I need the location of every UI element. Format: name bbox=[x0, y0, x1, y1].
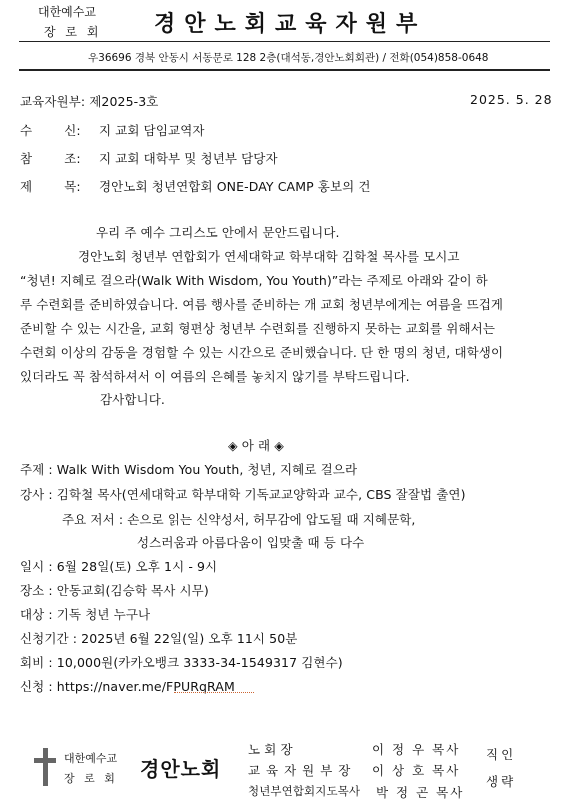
body-line-5: 수련회 이상의 감동을 경험할 수 있는 시간으로 준비했습니다. 단 한 명의 청년, 대학생이 bbox=[20, 345, 504, 360]
sig-title-1: 노 회 장 bbox=[248, 742, 293, 757]
footer-org-line2: 장 로 회 bbox=[64, 772, 118, 785]
doc-number: 교육자원부: 제2025-3호 bbox=[20, 94, 159, 109]
notice-works-line-2: 성스러움과 아름다움이 입맞출 때 등 다수 bbox=[137, 535, 365, 550]
header-divider-bottom bbox=[19, 69, 550, 71]
seal-text-1: 직인 bbox=[486, 747, 517, 762]
recipient-value: 지 교회 담임교역자 bbox=[99, 123, 205, 138]
notice-deadline: 신청기간 : 2025년 6월 22일(일) 오후 11시 50분 bbox=[20, 631, 298, 646]
notice-works-line-1: 주요 저서 : 손으로 읽는 신약성서, 허무감에 압도될 때 지혜문학, bbox=[62, 512, 416, 527]
org-label-line2: 장 로 회 bbox=[44, 25, 102, 39]
footer-org-line1: 대한예수교 bbox=[64, 752, 118, 765]
body-line-1: 경안노회 청년부 연합회가 연세대학교 학부대학 김학철 목사를 모시고 bbox=[78, 249, 460, 264]
greeting: 우리 주 예수 그리스도 안에서 문안드립니다. bbox=[96, 225, 340, 240]
page-title: 경안노회교육자원부 bbox=[154, 11, 427, 37]
body-line-2: “청년! 지혜로 걸으라(Walk With Wisdom, You Youth)”라는 주제로 아래와 같이 하 bbox=[20, 273, 488, 288]
subject-label: 제 목: bbox=[20, 179, 81, 194]
body-line-4: 준비할 수 있는 시간을, 교회 형편상 청년부 수련회를 진행하지 못하는 교회를 위해서는 bbox=[20, 321, 496, 336]
link-underline bbox=[174, 692, 254, 693]
thanks: 감사합니다. bbox=[100, 392, 165, 407]
sig-title-3: 청년부연합회지도목사 bbox=[248, 784, 361, 798]
sig-name-1: 이 정 우 목사 bbox=[372, 742, 461, 757]
notice-datetime: 일시 : 6월 28일(토) 오후 1시 - 9시 bbox=[20, 559, 218, 574]
notice-fee: 회비 : 10,000원(카카오뱅크 3333-34-1549317 김현수) bbox=[20, 655, 343, 670]
reference-label: 참 조: bbox=[20, 151, 81, 166]
footer-presbytery: 경안노회 bbox=[140, 757, 222, 781]
body-line-3: 루 수련회를 준비하였습니다. 여름 행사를 준비하는 개 교회 청년부에게는 여름을 뜨겁게 bbox=[20, 297, 504, 312]
doc-date: 2025. 5. 28 bbox=[470, 92, 553, 107]
header-divider-top bbox=[19, 41, 550, 42]
notice-theme: 주제 : Walk With Wisdom You Youth, 청년, 지혜로 걸으라 bbox=[20, 462, 358, 477]
sig-title-2: 교 육 자 원 부 장 bbox=[248, 763, 352, 778]
notice-apply: 신청 : https://naver.me/FPURqRAM bbox=[20, 679, 235, 694]
address-line: 우36696 경북 안동시 서동문로 128 2층(대석동,경안노회회관) / 전화(054)858-0648 bbox=[88, 52, 489, 64]
sig-name-2: 이 상 호 목사 bbox=[372, 763, 461, 778]
subject-value: 경안노회 청년연합회 ONE-DAY CAMP 홍보의 건 bbox=[99, 179, 371, 194]
reference-value: 지 교회 대학부 및 청년부 담당자 bbox=[99, 151, 278, 166]
org-label-line1: 대한예수교 bbox=[38, 5, 96, 19]
body-line-6: 있더라도 꼭 참석하셔서 이 여름의 은혜를 놓치지 않기를 부탁드립니다. bbox=[20, 369, 410, 384]
notice-target: 대상 : 기독 청년 누구나 bbox=[20, 607, 151, 622]
notice-heading: ◈ 아 래 ◈ bbox=[228, 438, 284, 453]
seal-text-2: 생략 bbox=[486, 774, 517, 789]
cross-icon bbox=[34, 748, 56, 786]
notice-speaker: 강사 : 김학철 목사(연세대학교 학부대학 기독교교양학과 교수, CBS 잘잘법 출연) bbox=[20, 487, 466, 502]
notice-place: 장소 : 안동교회(김승학 목사 시무) bbox=[20, 583, 209, 598]
recipient-label: 수 신: bbox=[20, 123, 81, 138]
sig-name-3: 박 정 곤 목사 bbox=[376, 785, 465, 800]
